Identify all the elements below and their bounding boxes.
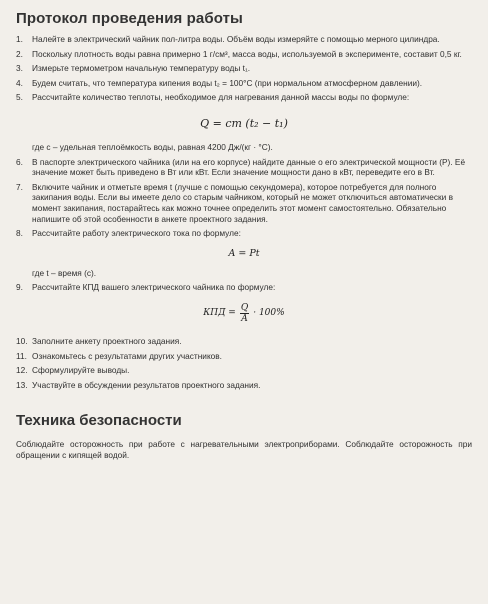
list-item <box>16 92 472 103</box>
step-text: Рассчитайте работу электрического тока по формуле: <box>32 228 241 239</box>
heat-formula-note: где с – удельная теплоёмкость воды, равная 4200 Дж/(кг · °С). <box>32 141 273 152</box>
step-number: 5. <box>16 92 23 103</box>
step-number: 3. <box>16 63 23 74</box>
step-text: Налейте в электрический чайник пол-литра воды. Объём воды измеряйте с помощью мерного цилиндра. <box>32 34 440 44</box>
list-item <box>16 380 472 391</box>
list-item <box>16 282 472 293</box>
list-item <box>16 228 472 239</box>
step-text: Сформулируйте выводы. <box>32 365 130 376</box>
list-item <box>16 336 472 347</box>
list-item <box>16 34 472 45</box>
efficiency-numerator: Q <box>240 302 249 313</box>
step-text: Будем считать, что температура кипения воды t₂ = 100°С (при нормальном атмосферном давлении). <box>32 77 423 88</box>
work-formula: A = Pt <box>228 247 260 259</box>
steps-list <box>16 157 472 239</box>
page-title: Протокол проведения работы <box>16 10 243 27</box>
safety-text: Соблюдайте осторожность при работе с нагревательными электроприборами. Соблюдайте осторожность при обращении с кипящей водой. <box>16 439 472 460</box>
step-number: 10. <box>16 335 28 346</box>
step-number: 11. <box>16 350 27 361</box>
step-text: Ознакомьтесь с результатами других участников. <box>32 350 222 361</box>
efficiency-formula <box>16 303 472 324</box>
efficiency-fraction <box>240 303 249 324</box>
safety-heading: Техника безопасности <box>16 412 182 430</box>
efficiency-denominator: A <box>241 313 248 324</box>
step-number: 4. <box>16 77 23 88</box>
step-text: Рассчитайте КПД вашего электрического чайника по формуле: <box>32 282 276 293</box>
step-number: 7. <box>16 181 23 192</box>
list-item <box>16 182 472 224</box>
efficiency-formula-right: · 100% <box>253 308 285 319</box>
list-item <box>16 351 472 362</box>
steps-list <box>16 282 472 293</box>
step-number: 12. <box>16 365 28 376</box>
step-text: В паспорте электрического чайника (или на его корпусе) найдите данные о его электрической мощности (Р). Её значение может быть приведено в Вт или кВт. Если значение мощности дано в кВт, переведите его в Вт. <box>32 156 466 178</box>
efficiency-formula-left: КПД = <box>203 308 236 319</box>
list-item <box>16 365 472 376</box>
step-text: Заполните анкету проектного задания. <box>32 335 182 346</box>
step-text: Участвуйте в обсуждении результатов проектного задания. <box>32 379 261 390</box>
heat-formula: Q = cm (t₂ − t₁) <box>200 116 288 130</box>
step-number: 1. <box>16 34 23 44</box>
step-text: Измерьте термометром начальную температуру воды t₁. <box>32 63 251 74</box>
list-item <box>16 78 472 89</box>
step-number: 9. <box>16 282 23 293</box>
step-number: 2. <box>16 48 23 59</box>
step-number: 13. <box>16 379 28 390</box>
list-item <box>16 157 472 178</box>
step-number: 6. <box>16 156 23 167</box>
list-item <box>16 49 472 60</box>
step-text: Включите чайник и отметьте время t (лучше с помощью секундомера), которое потребуется для полного закипания воды. Если вы имеете дело со старым чайником, который не может отключиться автоматически в момент закипания, постарайтесь как можно точнее определить этот момент самостоятельно. Обязательно напишите об этой особенности в анкете проектного задания. <box>32 181 453 224</box>
list-item <box>16 63 472 74</box>
steps-list <box>16 336 472 390</box>
step-text: Рассчитайте количество теплоты, необходимое для нагревания данной массы воды по формуле: <box>32 92 410 103</box>
steps-list <box>16 34 472 103</box>
work-formula-note: где t – время (с). <box>32 267 97 278</box>
step-text: Поскольку плотность воды равна примерно 1 г/см³, масса воды, используемой в эксперименте, составит 0,5 кг. <box>32 48 462 59</box>
step-number: 8. <box>16 228 23 239</box>
